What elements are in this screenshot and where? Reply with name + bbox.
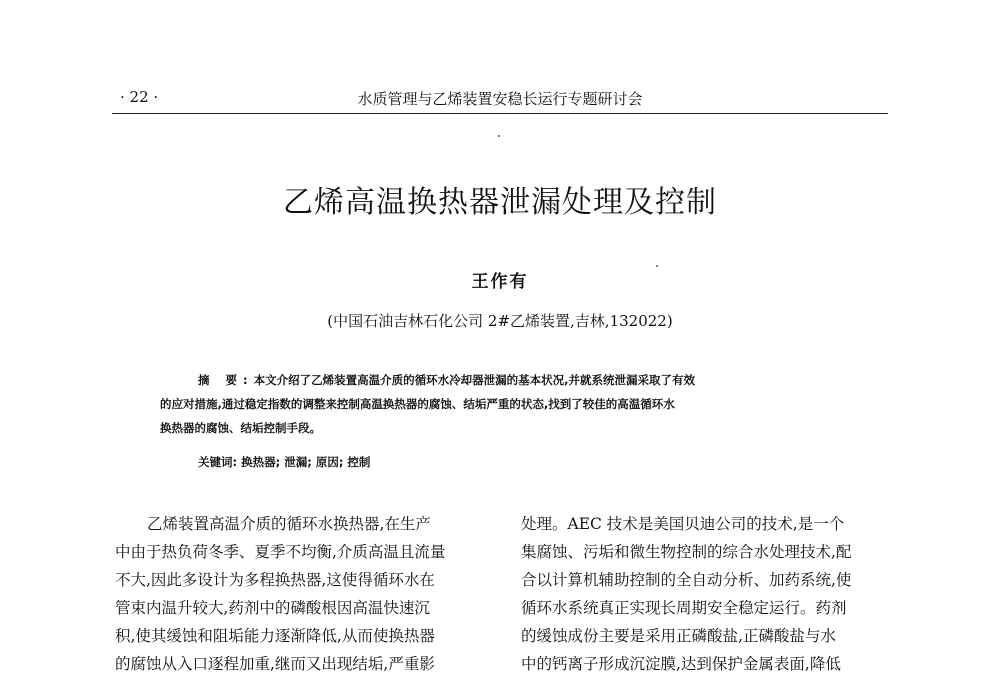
abstract-label: 摘 要: xyxy=(198,373,254,387)
abstract-text: 本文介绍了乙烯装置高温介质的循环水冷却器泄漏的基本状况,并就系统泄漏采取了有效 xyxy=(253,373,695,387)
abstract-line xyxy=(160,368,850,392)
body-line: 合以计算机辅助控制的全自动分析、加药系统,使 xyxy=(521,571,852,589)
keywords-text: 换热器; 泄漏; 原因; 控制 xyxy=(241,455,371,469)
body-line: 循环水系统真正实现长周期安全稳定运行。药剂 xyxy=(521,599,847,617)
scan-speck xyxy=(498,135,500,137)
body-line: 管束内温升较大,药剂中的磷酸根因高温快速沉 xyxy=(115,599,430,617)
abstract-line: 的应对措施,通过稳定指数的调整来控制高温换热器的腐蚀、结垢严重的状态,找到了较佳的高温循环水 xyxy=(160,397,675,411)
body-line: 中由于热负荷冬季、夏季不均衡,介质高温且流量 xyxy=(115,543,446,561)
journal-title: 水质管理与乙烯装置安稳长运行专题研讨会 xyxy=(357,90,643,108)
header-rule xyxy=(112,113,888,114)
body-column-right xyxy=(521,510,901,678)
body-line: 乙烯装置高温介质的循环水换热器,在生产 xyxy=(147,515,431,533)
body-column-left xyxy=(115,510,495,678)
abstract xyxy=(160,368,850,440)
abstract-line: 换热器的腐蚀、结垢控制手段。 xyxy=(160,421,321,435)
body-line: 的缓蚀成份主要是采用正磷酸盐,正磷酸盐与水 xyxy=(521,627,836,645)
keywords xyxy=(198,454,370,470)
author-name: 王作有 xyxy=(471,272,529,292)
article-title: 乙烯高温换热器泄漏处理及控制 xyxy=(283,185,717,220)
keywords-label: 关键词: xyxy=(198,455,238,469)
body-line: 处理。AEC 技术是美国贝迪公司的技术,是一个 xyxy=(521,515,845,533)
author-affiliation: (中国石油吉林石化公司 2#乙烯装置,吉林,132022) xyxy=(327,312,673,330)
page-number: · 22 · xyxy=(120,88,159,106)
body-line: 积,使其缓蚀和阻垢能力逐渐降低,从而使换热器 xyxy=(115,627,435,645)
body-line: 的腐蚀从入口逐程加重,继而又出现结垢,严重影 xyxy=(115,655,435,673)
running-header xyxy=(112,88,888,112)
body-line: 不大,因此多设计为多程换热器,这使得循环水在 xyxy=(115,571,435,589)
body-line: 中的钙离子形成沉淀膜,达到保护金属表面,降低 xyxy=(521,655,841,673)
body-line: 集腐蚀、污垢和微生物控制的综合水处理技术,配 xyxy=(521,543,852,561)
